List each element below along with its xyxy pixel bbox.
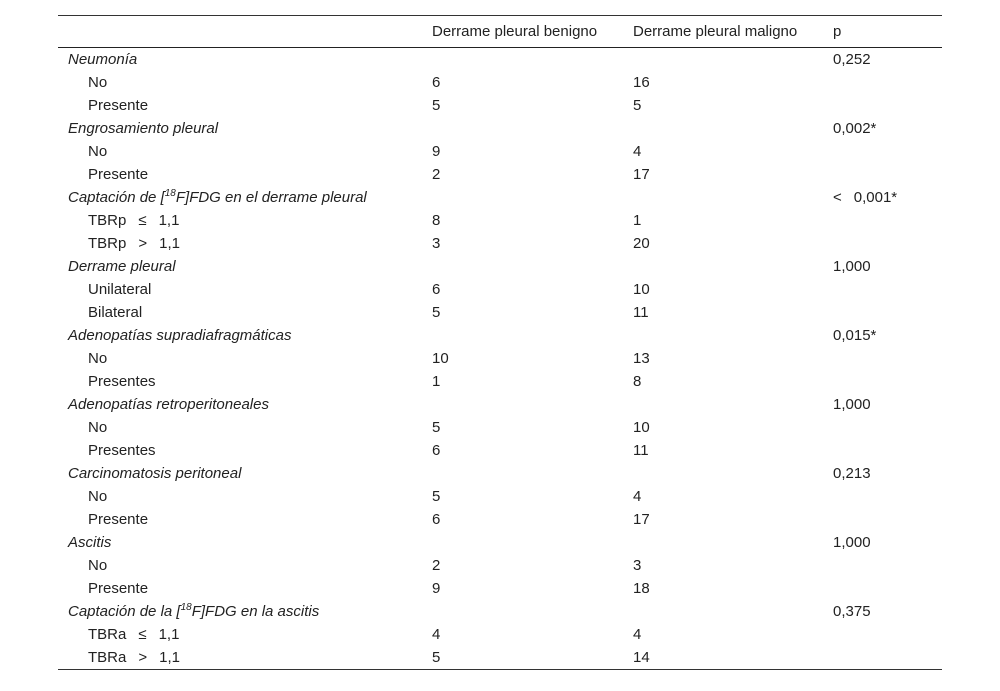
malignant-count (623, 255, 823, 278)
p-value (823, 508, 942, 531)
table-row (58, 301, 942, 324)
ratio-name: TBRa (88, 626, 127, 643)
benign-count: 2 (432, 166, 441, 183)
p-value: 0,252 (833, 51, 871, 68)
row-label: Bilateral (88, 304, 143, 321)
malignant-count (623, 117, 823, 140)
malignant-count: 8 (633, 373, 642, 390)
benign-count: 4 (432, 626, 441, 643)
p-value (823, 140, 942, 163)
malignant-count: 20 (633, 235, 650, 252)
header-benign: Derrame pleural benigno (422, 16, 623, 48)
p-value (823, 278, 942, 301)
benign-count (422, 117, 623, 140)
row-label: No (88, 488, 108, 505)
table-row (58, 140, 942, 163)
row-label: Presente (88, 580, 149, 597)
group-label: Ascitis (68, 534, 112, 551)
benign-count: 5 (432, 419, 441, 436)
group-label: Engrosamiento pleural (68, 120, 219, 137)
row-label: Presente (88, 166, 149, 183)
threshold-value: 1,1 (159, 235, 180, 252)
benign-count (422, 462, 623, 485)
malignant-count: 14 (623, 646, 823, 670)
comparison-operator: ≤ (138, 212, 147, 229)
p-value (823, 163, 942, 186)
row-label (58, 623, 422, 646)
benign-count: 6 (432, 511, 441, 528)
malignant-count: 10 (633, 281, 650, 298)
p-value (823, 347, 942, 370)
p-value: 1,000 (833, 534, 871, 551)
row-label: Presentes (88, 442, 156, 459)
row-label: No (88, 557, 108, 574)
table-row (58, 347, 942, 370)
p-value (823, 186, 942, 209)
table-row (58, 485, 942, 508)
table-row (58, 370, 942, 393)
isotope-superscript: 18 (164, 188, 176, 199)
p-value (823, 439, 942, 462)
p-value (823, 485, 942, 508)
p-value (823, 71, 942, 94)
malignant-count: 11 (633, 442, 649, 459)
p-value: 0,015* (833, 327, 877, 344)
threshold-value: 1,1 (159, 649, 180, 666)
malignant-count: 4 (633, 626, 642, 643)
malignant-count (623, 48, 823, 72)
header-p-value: p (823, 16, 942, 48)
group-label: Adenopatías supradiafragmáticas (68, 327, 292, 344)
label-text: Captación de la [ (68, 603, 181, 620)
malignant-count: 18 (633, 580, 650, 597)
benign-count (422, 393, 623, 416)
group-label: Carcinomatosis peritoneal (68, 465, 242, 482)
benign-count (422, 255, 623, 278)
malignant-count: 17 (633, 166, 650, 183)
p-value: 1,000 (833, 258, 871, 275)
isotope-superscript: 18 (180, 602, 192, 613)
malignant-count: 10 (633, 419, 650, 436)
benign-count: 5 (432, 97, 441, 114)
group-row (58, 48, 942, 72)
malignant-count: 4 (633, 488, 642, 505)
malignant-count: 3 (633, 557, 642, 574)
table-row (58, 94, 942, 117)
malignant-count (623, 186, 823, 209)
p-value (823, 370, 942, 393)
header-row (58, 16, 942, 48)
results-table (58, 15, 942, 670)
malignant-count: 11 (633, 304, 649, 321)
p-value: 0,213 (833, 465, 871, 482)
label-text: F]FDG en el derrame pleural (175, 189, 367, 206)
table-row (58, 278, 942, 301)
benign-count: 6 (432, 442, 441, 459)
p-value (823, 577, 942, 600)
benign-count: 3 (432, 235, 441, 252)
table-row (58, 163, 942, 186)
comparison-operator: > (138, 649, 148, 666)
group-row (58, 255, 942, 278)
p-value (823, 554, 942, 577)
header-malignant: Derrame pleural maligno (623, 16, 823, 48)
row-label (58, 646, 422, 670)
malignant-count (623, 324, 823, 347)
benign-count (422, 600, 623, 623)
table-row (58, 646, 942, 670)
benign-count: 5 (432, 304, 441, 321)
ratio-name: TBRp (88, 212, 127, 229)
p-number: 0,001* (853, 189, 898, 206)
threshold-value: 1,1 (158, 212, 180, 229)
group-row (58, 324, 942, 347)
p-value (823, 209, 942, 232)
group-label (58, 186, 422, 209)
malignant-count (623, 393, 823, 416)
label-text: Captación de [ (68, 189, 165, 206)
benign-count: 8 (432, 212, 441, 229)
benign-count: 1 (432, 373, 441, 390)
p-value (823, 646, 942, 670)
table-row (58, 577, 942, 600)
row-label: Presentes (88, 373, 156, 390)
malignant-count: 5 (633, 97, 642, 114)
table-row (58, 439, 942, 462)
group-label (58, 600, 422, 623)
table-row (58, 209, 942, 232)
table-row (58, 232, 942, 255)
threshold-value: 1,1 (158, 626, 180, 643)
table-body (58, 48, 942, 670)
p-value (823, 301, 942, 324)
p-value (823, 94, 942, 117)
malignant-count: 1 (633, 212, 642, 229)
row-label: No (88, 143, 108, 160)
group-row (58, 117, 942, 140)
row-label: Presente (88, 97, 149, 114)
group-row (58, 393, 942, 416)
p-comparison: < (833, 189, 842, 206)
row-label (58, 232, 422, 255)
benign-count: 5 (432, 488, 441, 505)
p-value (823, 623, 942, 646)
p-value: 0,375 (833, 603, 871, 620)
benign-count: 6 (432, 281, 441, 298)
table-row (58, 554, 942, 577)
table-header (58, 16, 942, 48)
benign-count (422, 186, 623, 209)
malignant-count: 13 (633, 350, 650, 367)
label-text: F]FDG en la ascitis (191, 603, 320, 620)
p-value (823, 416, 942, 439)
row-label: Unilateral (88, 281, 152, 298)
benign-count: 5 (422, 646, 623, 670)
table-row (58, 623, 942, 646)
benign-count (422, 324, 623, 347)
row-label (58, 209, 422, 232)
comparison-operator: > (138, 235, 148, 252)
p-value: 1,000 (833, 396, 871, 413)
row-label: No (88, 350, 108, 367)
table-row (58, 71, 942, 94)
benign-count: 9 (432, 143, 441, 160)
group-label: Derrame pleural (68, 258, 176, 275)
table-row (58, 416, 942, 439)
header-variable (58, 16, 422, 48)
malignant-count: 16 (633, 74, 650, 91)
table-row (58, 508, 942, 531)
results-table-container (58, 15, 942, 670)
group-row (58, 462, 942, 485)
row-label: No (88, 74, 108, 91)
group-row (58, 531, 942, 554)
group-row (58, 186, 942, 209)
comparison-operator: ≤ (138, 626, 147, 643)
malignant-count: 17 (633, 511, 650, 528)
ratio-name: TBRp (88, 235, 127, 252)
malignant-count: 4 (633, 143, 642, 160)
row-label: No (88, 419, 108, 436)
malignant-count (623, 600, 823, 623)
benign-count: 2 (432, 557, 441, 574)
ratio-name: TBRa (88, 649, 127, 666)
malignant-count (623, 462, 823, 485)
row-label: Presente (88, 511, 149, 528)
group-label: Neumonía (68, 51, 138, 68)
benign-count (422, 48, 623, 72)
benign-count: 9 (432, 580, 441, 597)
benign-count: 10 (432, 350, 449, 367)
group-row (58, 600, 942, 623)
p-value: 0,002* (833, 120, 877, 137)
benign-count (422, 531, 623, 554)
malignant-count (623, 531, 823, 554)
p-value (823, 232, 942, 255)
benign-count: 6 (432, 74, 441, 91)
group-label: Adenopatías retroperitoneales (68, 396, 269, 413)
